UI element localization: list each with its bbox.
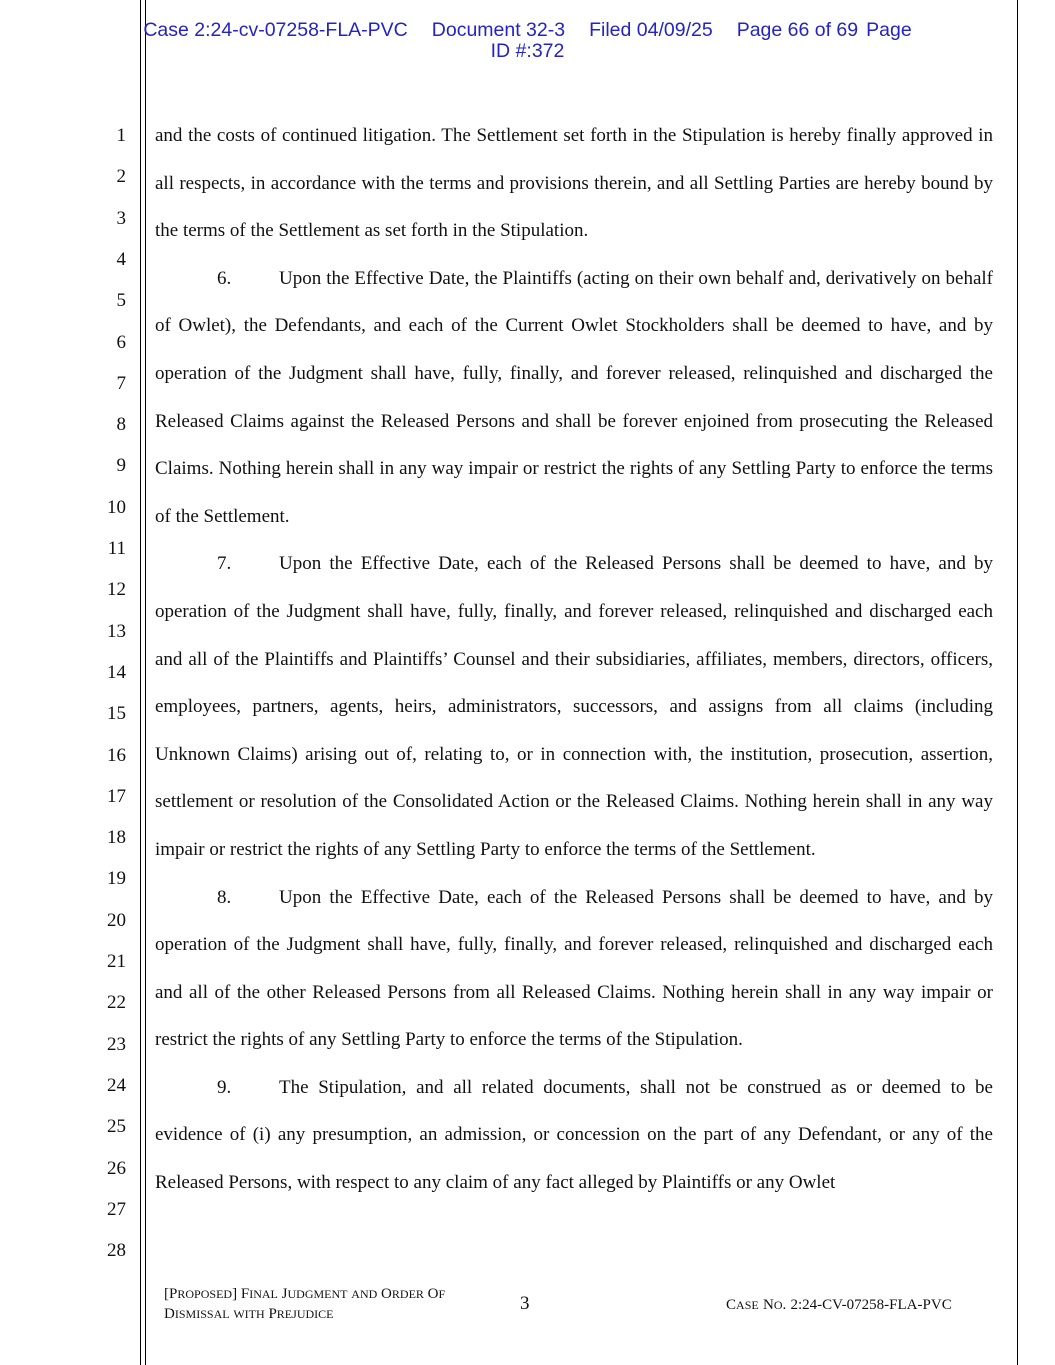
line-number: 10 [107, 496, 126, 518]
line-number: 15 [107, 703, 126, 725]
paragraph-number: 6. [217, 267, 232, 289]
line-number: 12 [107, 579, 126, 601]
stamp-id: ID #:372 [490, 40, 565, 62]
stamp-case: Case 2:24-cv-07258-FLA-PVC [143, 19, 408, 41]
paragraph-number: 9. [217, 1076, 232, 1098]
line-number: 22 [107, 992, 126, 1014]
line-number: 24 [107, 1074, 126, 1096]
footer-title-line-1: [PROPOSED] FINAL JUDGMENT AND ORDER OF [164, 1286, 446, 1302]
stamp-page: Page 66 of 69 [736, 19, 859, 41]
right-margin-rule [1017, 0, 1018, 1365]
line-number: 26 [107, 1157, 126, 1179]
line-number: 14 [107, 661, 126, 683]
line-number: 25 [107, 1116, 126, 1138]
line-number: 9 [116, 455, 126, 477]
document-body [155, 112, 993, 1207]
line-number: 28 [107, 1240, 126, 1262]
paragraph-8 [155, 874, 993, 1064]
line-number: 13 [107, 620, 126, 642]
line-number: 3 [116, 207, 126, 229]
line-number: 7 [116, 372, 126, 394]
paragraph-continuation: and the costs of continued litigation. The Settlement set forth in the Stipulation is hereby finally approved in all respects, in accordance with the terms and provisions therein, and all Settling Parties are hereby bound by the terms of the Settlement as set forth in the Stipulation. [155, 125, 993, 242]
footer-document-title [164, 1284, 445, 1324]
stamp-document: Document 32-3 [431, 19, 566, 41]
line-number: 18 [107, 827, 126, 849]
paragraph-text: Upon the Effective Date, the Plaintiffs (acting on their own behalf and, derivatively on behalf of Owlet), the Defendants, and each of the Current Owlet Stockholders shall be deemed to have, and by operation of the Judgment shall have, fully, finally, and forever released, relinquished and discharged the Released Claims against the Released Persons and shall be forever enjoined from prosecuting the Released Claims. Nothing herein shall in any way impair or restrict the rights of any Settling Party to enforce the terms of the Settlement. [155, 267, 993, 527]
paragraph-number: 8. [217, 886, 232, 908]
line-number: 6 [116, 331, 126, 353]
left-margin-rule-2 [145, 0, 146, 1365]
line-number: 16 [107, 744, 126, 766]
paragraph-9 [155, 1064, 993, 1207]
stamp-page-label: Page [866, 19, 912, 41]
line-number: 2 [116, 166, 126, 188]
paragraph-number: 7. [217, 553, 232, 575]
line-number: 11 [107, 538, 126, 559]
line-number: 4 [116, 248, 126, 270]
line-number: 23 [107, 1033, 126, 1055]
line-number: 1 [116, 125, 126, 146]
paragraph-7 [155, 540, 993, 873]
footer-title-line-2: DISMISSAL WITH PREJUDICE [164, 1306, 334, 1322]
stamp-filed: Filed 04/09/25 [589, 19, 713, 41]
paragraph-6 [155, 255, 993, 541]
paragraph-text: Upon the Effective Date, each of the Released Persons shall be deemed to have, and by operation of the Judgment shall have, fully, finally, and forever released, relinquished and discharged each and all of the other Released Persons from all Released Claims. Nothing herein shall in any way impair or restrict the rights of any Settling Party to enforce the terms of the Stipulation. [155, 886, 993, 1051]
line-number: 21 [107, 951, 126, 972]
filing-stamp [0, 20, 1055, 62]
paragraph-text: The Stipulation, and all related documents, shall not be construed as or deemed to be evidence of (i) any presumption, an admission, or concession on the part of any Defendant, or any of the Released Persons, with respect to any claim of any fact alleged by Plaintiffs or any Owlet [155, 1076, 993, 1194]
line-number: 17 [107, 785, 126, 807]
line-number: 27 [107, 1198, 126, 1220]
line-number: 5 [116, 290, 126, 312]
left-margin-rule-1 [140, 0, 141, 1365]
footer-page-number: 3 [520, 1293, 530, 1314]
footer-case-number: CASE NO. 2:24-CV-07258-FLA-PVC [726, 1297, 952, 1313]
line-number: 8 [116, 414, 126, 436]
line-number: 20 [107, 909, 126, 931]
line-number: 19 [107, 868, 126, 890]
paragraph-text: Upon the Effective Date, each of the Released Persons shall be deemed to have, and by operation of the Judgment shall have, fully, finally, and forever released, relinquished and discharged each and all of the Plaintiffs and Plaintiffs’ Counsel and their subsidiaries, affiliates, members, directors, officers, employees, partners, agents, heirs, administrators, successors, and assigns from all claims (including Unknown Claims) arising out of, relating to, or in connection with, the institution, prosecution, assertion, settlement or resolution of the Consolidated Action or the Released Claims. Nothing herein shall in any way impair or restrict the rights of any Settling Party to enforce the terms of the Settlement. [155, 553, 993, 860]
